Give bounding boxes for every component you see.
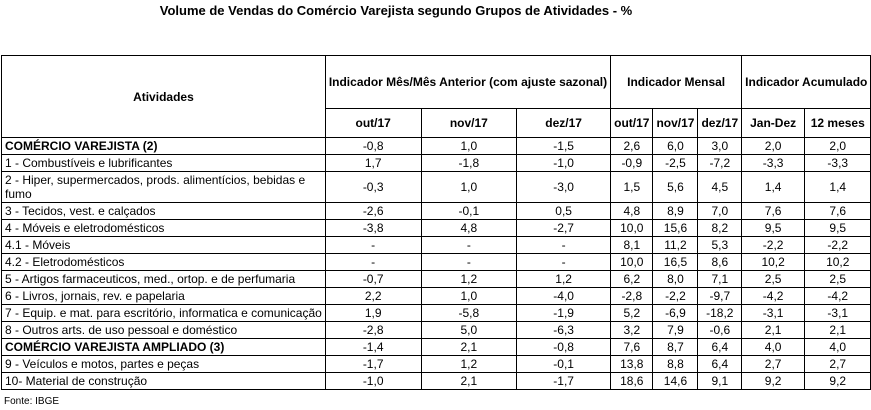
table-row bbox=[2, 305, 871, 322]
value-cell: 8,8 bbox=[653, 356, 698, 373]
value-cell: -1,9 bbox=[517, 305, 611, 322]
value-cell: -0,1 bbox=[421, 203, 517, 220]
table-row bbox=[2, 322, 871, 339]
value-cell: -0,3 bbox=[325, 172, 421, 203]
value-cell: 2,0 bbox=[805, 138, 871, 155]
value-cell: 13,8 bbox=[611, 356, 653, 373]
col-header: 12 meses bbox=[805, 109, 871, 138]
value-cell: 2,5 bbox=[805, 271, 871, 288]
value-cell: 4,5 bbox=[698, 172, 742, 203]
col-header: out/17 bbox=[611, 109, 653, 138]
row-label: 5 - Artigos farmaceuticos, med., ortop. e de perfumaria bbox=[2, 271, 326, 288]
value-cell: 7,6 bbox=[805, 203, 871, 220]
value-cell: -2,2 bbox=[742, 237, 805, 254]
value-cell: 8,0 bbox=[653, 271, 698, 288]
value-cell: - bbox=[421, 254, 517, 271]
value-cell: 1,2 bbox=[421, 356, 517, 373]
row-label: 6 - Livros, jornais, rev. e papelaria bbox=[2, 288, 326, 305]
row-label: 2 - Hiper, supermercados, prods. alimentícios, bebidas e fumo bbox=[2, 172, 326, 203]
header-activities: Atividades bbox=[2, 56, 326, 138]
value-cell: 10,2 bbox=[805, 254, 871, 271]
table-row bbox=[2, 373, 871, 390]
col-header: dez/17 bbox=[517, 109, 611, 138]
source-note: Fonte: IBGE bbox=[4, 396, 60, 407]
value-cell: 2,1 bbox=[742, 322, 805, 339]
sales-table bbox=[1, 55, 871, 390]
value-cell: -6,9 bbox=[653, 305, 698, 322]
value-cell: 2,7 bbox=[742, 356, 805, 373]
value-cell: 3,2 bbox=[611, 322, 653, 339]
value-cell: 7,0 bbox=[698, 203, 742, 220]
value-cell: -3,1 bbox=[742, 305, 805, 322]
value-cell: 11,2 bbox=[653, 237, 698, 254]
value-cell: 2,1 bbox=[421, 339, 517, 356]
row-label: 4.2 - Eletrodomésticos bbox=[2, 254, 326, 271]
table-row bbox=[2, 172, 871, 203]
value-cell: 4,0 bbox=[742, 339, 805, 356]
value-cell: -1,0 bbox=[325, 373, 421, 390]
value-cell: 4,0 bbox=[805, 339, 871, 356]
value-cell: 9,2 bbox=[805, 373, 871, 390]
row-label: 9 - Veículos e motos, partes e peças bbox=[2, 356, 326, 373]
value-cell: 8,7 bbox=[653, 339, 698, 356]
table-row bbox=[2, 220, 871, 237]
value-cell: -3,3 bbox=[805, 155, 871, 172]
value-cell: 5,3 bbox=[698, 237, 742, 254]
row-label: 7 - Equip. e mat. para escritório, informatica e comunicação bbox=[2, 305, 326, 322]
col-header: out/17 bbox=[325, 109, 421, 138]
col-header: nov/17 bbox=[653, 109, 698, 138]
row-label: 4.1 - Móveis bbox=[2, 237, 326, 254]
value-cell: -6,3 bbox=[517, 322, 611, 339]
value-cell: 6,4 bbox=[698, 356, 742, 373]
value-cell: 7,1 bbox=[698, 271, 742, 288]
value-cell: 4,8 bbox=[611, 203, 653, 220]
value-cell: -1,7 bbox=[325, 356, 421, 373]
value-cell: 1,9 bbox=[325, 305, 421, 322]
table-row bbox=[2, 339, 871, 356]
value-cell: 9,1 bbox=[698, 373, 742, 390]
value-cell: 2,7 bbox=[805, 356, 871, 373]
row-label: 1 - Combustíveis e lubrificantes bbox=[2, 155, 326, 172]
value-cell: 1,5 bbox=[611, 172, 653, 203]
value-cell: -2,8 bbox=[611, 288, 653, 305]
value-cell: -5,8 bbox=[421, 305, 517, 322]
value-cell: 16,5 bbox=[653, 254, 698, 271]
value-cell: 2,0 bbox=[742, 138, 805, 155]
value-cell: -0,8 bbox=[325, 138, 421, 155]
value-cell: -1,8 bbox=[421, 155, 517, 172]
table-row bbox=[2, 237, 871, 254]
value-cell: 7,9 bbox=[653, 322, 698, 339]
col-header: Jan-Dez bbox=[742, 109, 805, 138]
value-cell: 1,7 bbox=[325, 155, 421, 172]
value-cell: 2,6 bbox=[611, 138, 653, 155]
value-cell: -1,7 bbox=[517, 373, 611, 390]
table-row bbox=[2, 155, 871, 172]
value-cell: 1,0 bbox=[421, 138, 517, 155]
value-cell: 4,8 bbox=[421, 220, 517, 237]
value-cell: -2,5 bbox=[653, 155, 698, 172]
value-cell: -3,3 bbox=[742, 155, 805, 172]
value-cell: 9,5 bbox=[742, 220, 805, 237]
value-cell: -0,9 bbox=[611, 155, 653, 172]
value-cell: -0,7 bbox=[325, 271, 421, 288]
col-header: nov/17 bbox=[421, 109, 517, 138]
value-cell: -2,7 bbox=[517, 220, 611, 237]
value-cell: -3,0 bbox=[517, 172, 611, 203]
value-cell: -7,2 bbox=[698, 155, 742, 172]
header-group-monthly: Indicador Mensal bbox=[611, 56, 742, 109]
value-cell: - bbox=[325, 237, 421, 254]
value-cell: - bbox=[421, 237, 517, 254]
value-cell: -2,8 bbox=[325, 322, 421, 339]
value-cell: 1,0 bbox=[421, 172, 517, 203]
row-label: 10- Material de construção bbox=[2, 373, 326, 390]
value-cell: -1,4 bbox=[325, 339, 421, 356]
value-cell: -3,1 bbox=[805, 305, 871, 322]
value-cell: 7,6 bbox=[742, 203, 805, 220]
value-cell: 5,6 bbox=[653, 172, 698, 203]
value-cell: 2,5 bbox=[742, 271, 805, 288]
col-header: dez/17 bbox=[698, 109, 742, 138]
value-cell: 14,6 bbox=[653, 373, 698, 390]
value-cell: 7,6 bbox=[611, 339, 653, 356]
value-cell: 15,6 bbox=[653, 220, 698, 237]
value-cell: 1,0 bbox=[421, 288, 517, 305]
value-cell: 8,1 bbox=[611, 237, 653, 254]
table-row bbox=[2, 271, 871, 288]
value-cell: 1,2 bbox=[517, 271, 611, 288]
value-cell: -3,8 bbox=[325, 220, 421, 237]
value-cell: -4,0 bbox=[517, 288, 611, 305]
value-cell: -1,5 bbox=[517, 138, 611, 155]
value-cell: -4,2 bbox=[742, 288, 805, 305]
value-cell: 2,1 bbox=[421, 373, 517, 390]
value-cell: 5,2 bbox=[611, 305, 653, 322]
value-cell: 1,4 bbox=[805, 172, 871, 203]
table-row bbox=[2, 203, 871, 220]
row-label: 4 - Móveis e eletrodomésticos bbox=[2, 220, 326, 237]
value-cell: 1,2 bbox=[421, 271, 517, 288]
value-cell: 8,6 bbox=[698, 254, 742, 271]
value-cell: 3,0 bbox=[698, 138, 742, 155]
value-cell: -0,6 bbox=[698, 322, 742, 339]
value-cell: -2,2 bbox=[805, 237, 871, 254]
value-cell: -4,2 bbox=[805, 288, 871, 305]
header-group-monthly-adjusted: Indicador Mês/Mês Anterior (com ajuste sazonal) bbox=[325, 56, 610, 109]
value-cell: -18,2 bbox=[698, 305, 742, 322]
value-cell: -0,1 bbox=[517, 356, 611, 373]
value-cell: 8,9 bbox=[653, 203, 698, 220]
value-cell: 5,0 bbox=[421, 322, 517, 339]
header-group-accumulated: Indicador Acumulado bbox=[742, 56, 871, 109]
value-cell: -9,7 bbox=[698, 288, 742, 305]
row-label: COMÉRCIO VAREJISTA (2) bbox=[2, 138, 326, 155]
value-cell: -1,0 bbox=[517, 155, 611, 172]
value-cell: 0,5 bbox=[517, 203, 611, 220]
value-cell: - bbox=[517, 237, 611, 254]
value-cell: - bbox=[325, 254, 421, 271]
value-cell: 2,1 bbox=[805, 322, 871, 339]
value-cell: -0,8 bbox=[517, 339, 611, 356]
value-cell: 6,2 bbox=[611, 271, 653, 288]
value-cell: 18,6 bbox=[611, 373, 653, 390]
row-label: 3 - Tecidos, vest. e calçados bbox=[2, 203, 326, 220]
value-cell: -2,6 bbox=[325, 203, 421, 220]
row-label: COMÉRCIO VAREJISTA AMPLIADO (3) bbox=[2, 339, 326, 356]
row-label: 8 - Outros arts. de uso pessoal e doméstico bbox=[2, 322, 326, 339]
value-cell: 9,2 bbox=[742, 373, 805, 390]
table-row bbox=[2, 356, 871, 373]
value-cell: 1,4 bbox=[742, 172, 805, 203]
table-row bbox=[2, 288, 871, 305]
value-cell: -2,2 bbox=[653, 288, 698, 305]
value-cell: 8,2 bbox=[698, 220, 742, 237]
table-row bbox=[2, 138, 871, 155]
value-cell: 10,0 bbox=[611, 254, 653, 271]
value-cell: 9,5 bbox=[805, 220, 871, 237]
value-cell: 6,4 bbox=[698, 339, 742, 356]
table-row bbox=[2, 254, 871, 271]
table-title: Volume de Vendas do Comércio Varejista segundo Grupos de Atividades - % bbox=[159, 3, 633, 18]
value-cell: 2,2 bbox=[325, 288, 421, 305]
value-cell: - bbox=[517, 254, 611, 271]
value-cell: 10,0 bbox=[611, 220, 653, 237]
value-cell: 10,2 bbox=[742, 254, 805, 271]
value-cell: 6,0 bbox=[653, 138, 698, 155]
